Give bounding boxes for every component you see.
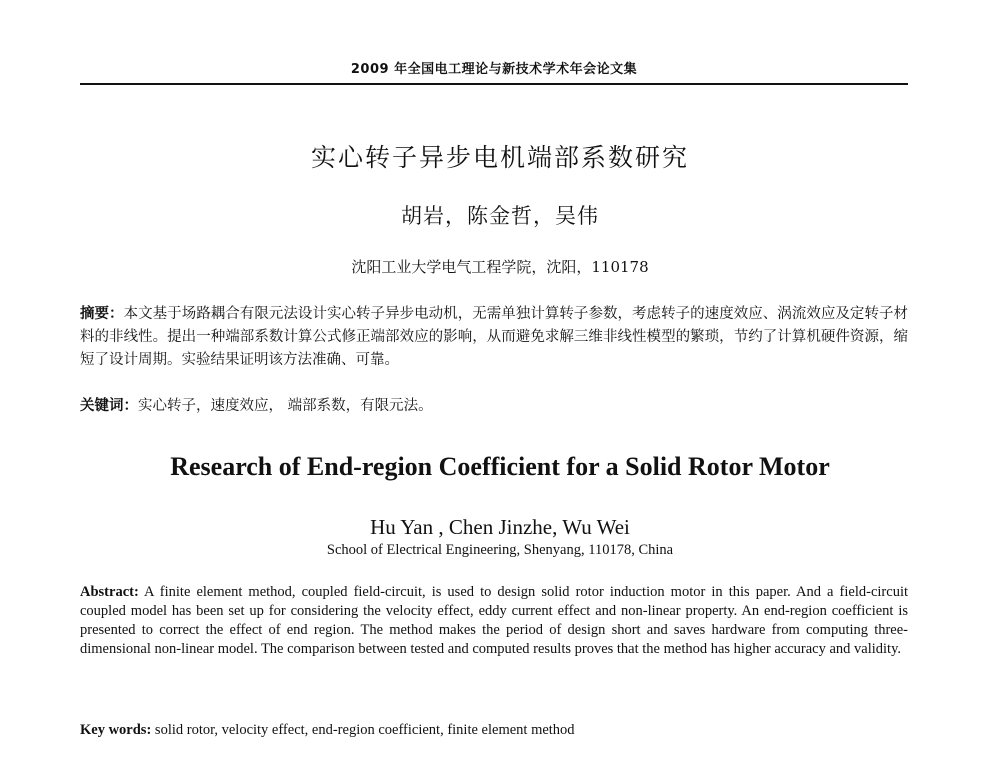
chinese-keywords (80, 394, 908, 415)
english-abstract-text: A finite element method, coupled field-circuit, is used to design solid rotor induction motor in this paper. And a field-circuit coupled model has been set up for considering the velocity effect, eddy current effect and non-linear property. An end-region coefficient is presented to correct the effect of end region. The method makes the period of design short and saves hardware from computing three-dimensional non-linear model. The comparison between tested and computed results proves that the method has higher accuracy and validity. (80, 584, 908, 657)
english-abstract (80, 583, 908, 659)
chinese-keywords-text: 实心转子，速度效应， 端部系数，有限元法。 (138, 398, 433, 414)
chinese-abstract-label: 摘要： (80, 305, 124, 322)
english-affiliation: School of Electrical Engineering, Shenyang, 110178, China (326, 542, 674, 558)
chinese-authors: 胡岩，陈金哲，吴伟 (401, 204, 599, 228)
running-header: 2009 年全国电工理论与新技术学术年会论文集 (350, 62, 638, 77)
chinese-title: 实心转子异步电机端部系数研究 (310, 143, 689, 172)
english-keywords (80, 722, 908, 739)
english-title: Research of End-region Coefficient for a Solid Rotor Motor (170, 452, 830, 481)
english-keywords-label: Key words: (80, 722, 152, 738)
chinese-abstract-text: 本文基于场路耦合有限元法设计实心转子异步电动机，无需单独计算转子参数，考虑转子的速度效应、涡流效应及定转子材料的非线性。提出一种端部系数计算公式修正端部效应的影响，从而避免求解三维非线性模型的繁琐，节约了计算机硬件资源，缩短了设计周期。实验结果证明该方法准确、可靠。 (80, 306, 909, 368)
english-authors: Hu Yan , Chen Jinzhe, Wu Wei (370, 515, 630, 539)
chinese-affiliation: 沈阳工业大学电气工程学院，沈阳，110178 (351, 258, 649, 276)
english-keywords-text: solid rotor, velocity effect, end-region coefficient, finite element method (151, 722, 575, 738)
chinese-abstract (80, 302, 908, 372)
header-rule (80, 83, 908, 85)
chinese-keywords-label: 关键词： (80, 397, 138, 414)
english-abstract-label: Abstract: (80, 584, 139, 600)
